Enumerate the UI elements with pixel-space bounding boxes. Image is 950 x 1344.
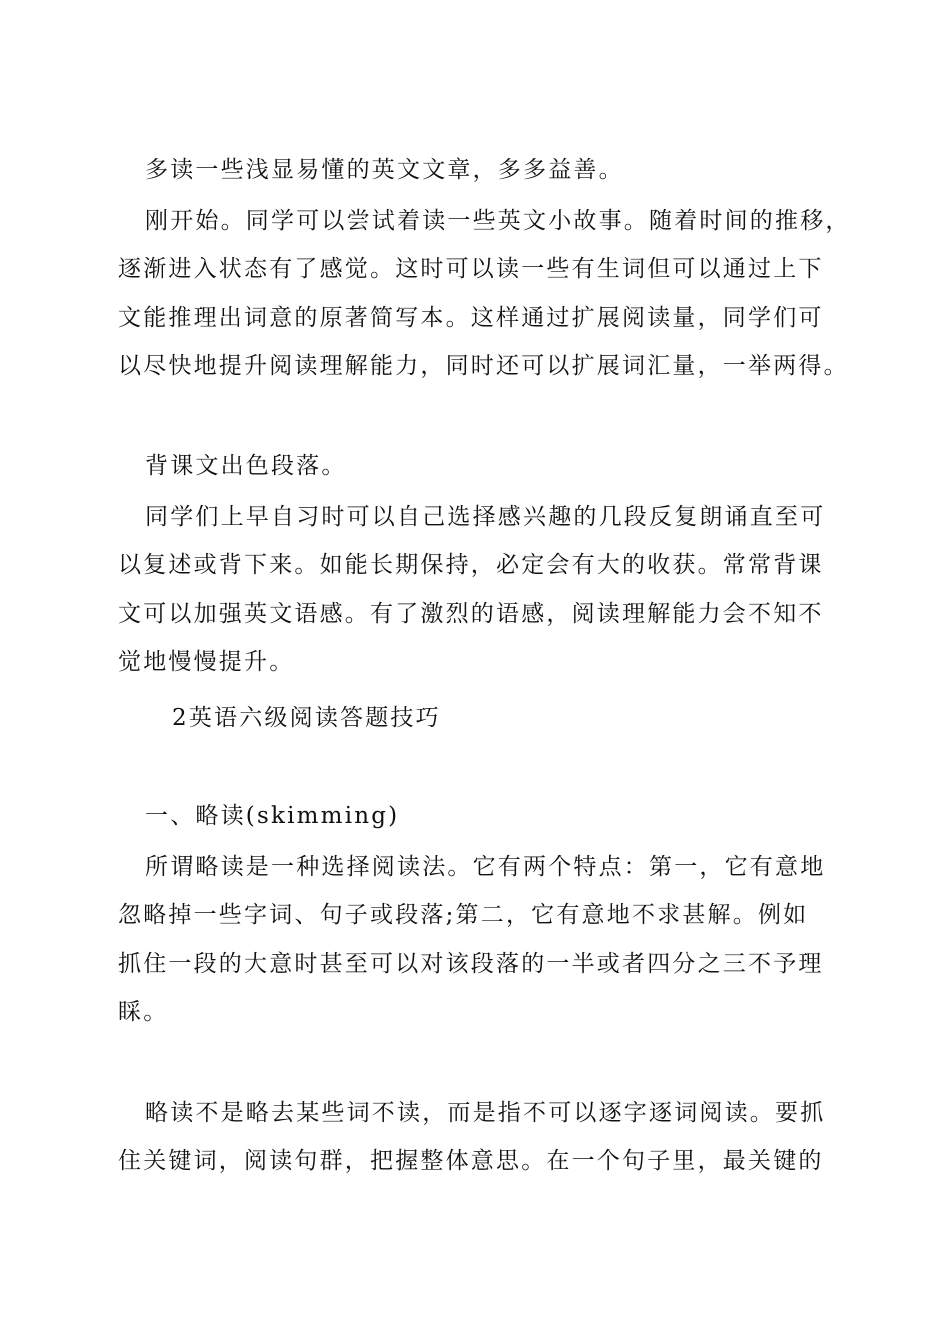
paragraph-line: 忽略掉一些字词、句子或段落;第二，它有意地不求甚解。例如: [118, 902, 809, 928]
section-heading: 2英语六级阅读答题技巧: [172, 705, 441, 731]
paragraph-line: 抓住一段的大意时甚至可以对该段落的一半或者四分之三不予理: [118, 951, 824, 977]
section-title: 背课文出色段落。: [145, 453, 347, 479]
paragraph-line: 以尽快地提升阅读理解能力，同时还可以扩展词汇量，一举两得。: [118, 353, 849, 379]
subsection-title: 一、略读(skimming): [145, 803, 400, 829]
paragraph-line: 睬。: [118, 999, 169, 1025]
paragraph-line: 住关键词，阅读句群，把握整体意思。在一个句子里，最关键的: [118, 1148, 824, 1174]
paragraph-line: 文能推理出词意的原著简写本。这样通过扩展阅读量，同学们可: [118, 305, 824, 331]
paragraph-line: 刚开始。同学可以尝试着读一些英文小故事。随着时间的推移，: [145, 208, 851, 234]
paragraph-line: 逐渐进入状态有了感觉。这时可以读一些有生词但可以通过上下: [118, 256, 824, 282]
paragraph-line: 文可以加强英文语感。有了激烈的语感，阅读理解能力会不知不: [118, 601, 824, 627]
paragraph-line: 所谓略读是一种选择阅读法。它有两个特点：第一，它有意地: [145, 854, 826, 880]
paragraph-line: 以复述或背下来。如能长期保持，必定会有大的收获。常常背课: [118, 552, 824, 578]
paragraph-line: 同学们上早自习时可以自己选择感兴趣的几段反复朗诵直至可: [145, 504, 826, 530]
paragraph-line: 觉地慢慢提升。: [118, 649, 295, 675]
paragraph-line: 略读不是略去某些词不读，而是指不可以逐字逐词阅读。要抓: [145, 1100, 826, 1126]
paragraph-line: 多读一些浅显易懂的英文文章，多多益善。: [145, 157, 624, 183]
